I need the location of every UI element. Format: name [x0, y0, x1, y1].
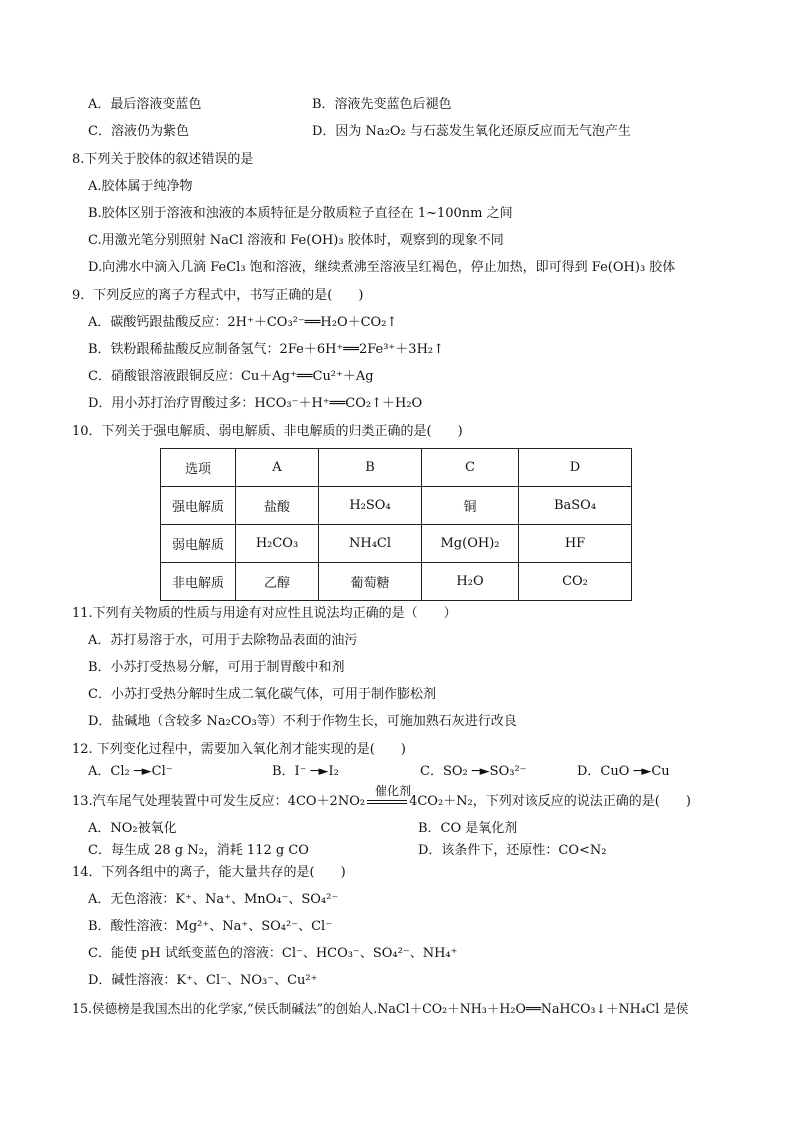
table-cell: 强电解质 — [161, 487, 236, 525]
q13-stem-post: 4CO₂＋N₂，下列对该反应的说法正确的是( ) — [409, 794, 691, 809]
table-cell: Mg(OH)₂ — [422, 525, 519, 563]
q12-option-a: A．Cl₂ ─►Cl⁻ — [88, 764, 173, 779]
q13-catalyst-label: 催化剂 — [375, 784, 412, 798]
q13-stem-pre: 13.汽车尾气处理装置中可发生反应：4CO＋2NO₂ — [72, 794, 366, 809]
q8-option-a: A.胶体属于纯净物 — [88, 179, 193, 194]
q7-option-b: B．溶液先变蓝色后褪色 — [312, 97, 452, 112]
table-cell: H₂CO₃ — [236, 525, 319, 563]
table-cell: 盐酸 — [236, 487, 319, 525]
table-row — [161, 487, 632, 525]
q11-option-d: D．盐碱地（含较多 Na₂CO₃等）不利于作物生长，可施加熟石灰进行改良 — [88, 714, 517, 729]
q12-option-c: C．SO₂ ─►SO₃²⁻ — [420, 764, 527, 779]
table-cell: A — [236, 449, 319, 487]
q14-option-c: C．能使 pH 试纸变蓝色的溶液：Cl⁻、HCO₃⁻、SO₄²⁻、NH₄⁺ — [88, 946, 458, 961]
q9-option-c: C．硝酸银溶液跟铜反应：Cu＋Ag⁺══Cu²⁺＋Ag — [88, 369, 374, 384]
q7-option-c: C．溶液仍为紫色 — [88, 124, 189, 139]
q7-option-a: A．最后溶液变蓝色 — [88, 97, 202, 112]
q14-option-a: A．无色溶液：K⁺、Na⁺、MnO₄⁻、SO₄²⁻ — [88, 892, 339, 907]
table-cell: 铜 — [422, 487, 519, 525]
q8-option-d: D.向沸水中滴入几滴 FeCl₃ 饱和溶液，继续煮沸至溶液呈红褐色，停止加热，即可得到 Fe(OH)₃ 胶体 — [88, 260, 676, 275]
table-cell: CO₂ — [519, 563, 632, 601]
table-cell: H₂O — [422, 563, 519, 601]
q13-option-d: D．该条件下，还原性：CO<N₂ — [418, 843, 607, 858]
table-cell: HF — [519, 525, 632, 563]
table-cell: H₂SO₄ — [319, 487, 422, 525]
q12-option-b: B．I⁻ ─►I₂ — [272, 764, 339, 779]
q14-option-d: D．碱性溶液：K⁺、Cl⁻、NO₃⁻、Cu²⁺ — [88, 973, 318, 988]
q11-option-b: B．小苏打受热易分解，可用于制胃酸中和剂 — [88, 660, 345, 675]
q13-option-c: C．每生成 28 g N₂，消耗 112 g CO — [88, 843, 309, 858]
q12-stem: 12. 下列变化过程中，需要加入氧化剂才能实现的是( ) — [72, 742, 406, 757]
q14-option-b: B．酸性溶液：Mg²⁺、Na⁺、SO₄²⁻、Cl⁻ — [88, 919, 333, 934]
table-cell: 弱电解质 — [161, 525, 236, 563]
table-cell: D — [519, 449, 632, 487]
table-cell: NH₄Cl — [319, 525, 422, 563]
table-cell: B — [319, 449, 422, 487]
q11-option-a: A．苏打易溶于水，可用于去除物品表面的油污 — [88, 633, 358, 648]
q11-option-c: C．小苏打受热分解时生成二氧化碳气体，可用于制作膨松剂 — [88, 687, 436, 702]
q8-option-c: C.用激光笔分别照射 NaCl 溶液和 Fe(OH)₃ 胶体时，观察到的现象不同 — [88, 233, 504, 248]
q14-stem: 14．下列各组中的离子，能大量共存的是( ) — [72, 865, 346, 880]
table-cell: C — [422, 449, 519, 487]
q8-option-b: B.胶体区别于溶液和浊液的本质特征是分散质粒子直径在 1~100nm 之间 — [88, 206, 513, 221]
q10-table — [160, 448, 632, 601]
table-cell: 乙醇 — [236, 563, 319, 601]
q15-stem: 15.侯德榜是我国杰出的化学家,“侯氏制碱法”的创始人.NaCl＋CO₂＋NH₃＋H₂O══NaHCO₃↓＋NH₄Cl 是侯 — [72, 1001, 689, 1016]
table-cell: 选项 — [161, 449, 236, 487]
q12-option-d: D．CuO ─►Cu — [577, 764, 670, 779]
table-row — [161, 563, 632, 601]
table-cell: BaSO₄ — [519, 487, 632, 525]
table-cell: 葡萄糖 — [319, 563, 422, 601]
table-cell: 非电解质 — [161, 563, 236, 601]
q9-option-d: D．用小苏打治疗胃酸过多：HCO₃⁻＋H⁺══CO₂↑＋H₂O — [88, 396, 423, 411]
q10-stem: 10．下列关于强电解质、弱电解质、非电解质的归类正确的是( ) — [72, 424, 463, 439]
q9-stem: 9．下列反应的离子方程式中，书写正确的是( ) — [72, 288, 364, 303]
q13-option-a: A．NO₂被氧化 — [88, 821, 177, 836]
q13-stem — [72, 793, 691, 811]
q9-option-a: A．碳酸钙跟盐酸反应：2H⁺＋CO₃²⁻══H₂O＋CO₂↑ — [88, 315, 398, 330]
q9-option-b: B．铁粉跟稀盐酸反应制备氢气：2Fe＋6H⁺══2Fe³⁺＋3H₂↑ — [88, 342, 445, 357]
q13-option-b: B．CO 是氧化剂 — [418, 821, 518, 836]
q7-option-d: D．因为 Na₂O₂ 与石蕊发生氧化还原反应而无气泡产生 — [312, 124, 631, 139]
q11-stem: 11.下列有关物质的性质与用途有对应性且说法均正确的是（ ） — [72, 606, 457, 621]
q8-stem: 8.下列关于胶体的叙述错误的是 — [72, 152, 254, 167]
equals-sign-icon — [367, 800, 407, 804]
table-row — [161, 449, 632, 487]
table-row — [161, 525, 632, 563]
